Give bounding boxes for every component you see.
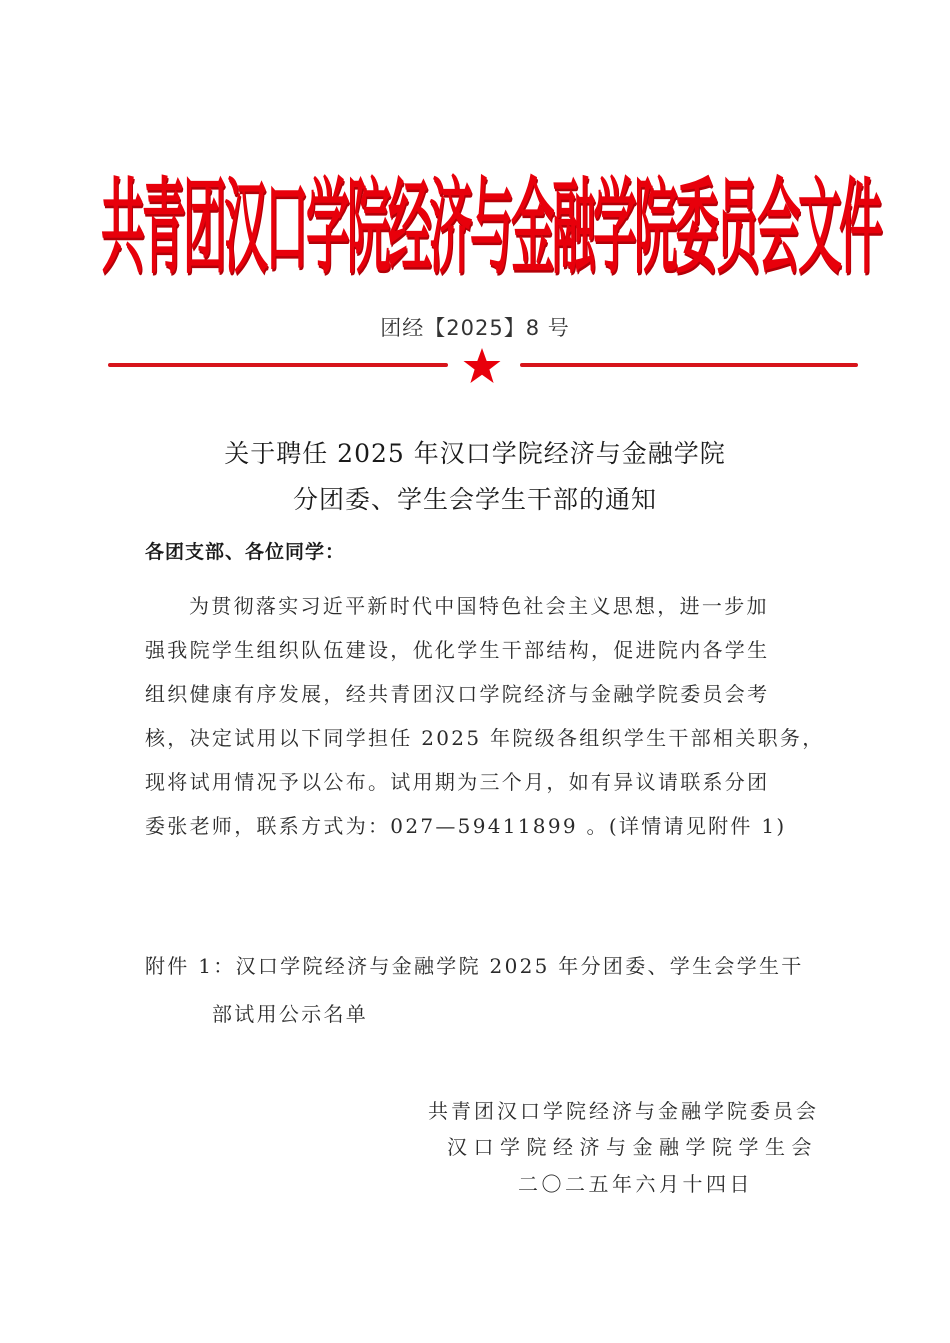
- star-icon: [462, 346, 502, 386]
- title-char: 会: [757, 166, 801, 288]
- notice-title-line-2: 分团委、学生会学生干部的通知: [292, 485, 657, 514]
- signature-org-1: 共青团汉口学院经济与金融学院委员会: [428, 1099, 819, 1123]
- title-char: 与: [470, 166, 514, 288]
- title-char: 共: [101, 166, 145, 288]
- notice-title-line-1: 关于聘任 2025 年汉口学院经济与金融学院: [224, 439, 726, 468]
- signature-date: 二〇二五年六月十四日: [518, 1172, 753, 1196]
- title-char: 委: [675, 166, 719, 288]
- title-char: 青: [142, 166, 186, 288]
- body-line: 委张老师，联系方式为：027—59411899 。(详情请见附件 1): [145, 814, 787, 838]
- title-char: 融: [552, 166, 596, 288]
- title-char: 学: [306, 166, 350, 288]
- body-line: 组织健康有序发展，经共青团汉口学院经济与金融学院委员会考: [145, 682, 770, 706]
- body-line: 现将试用情况予以公布。试用期为三个月，如有异议请联系分团: [145, 770, 770, 794]
- title-char: 金: [511, 166, 555, 288]
- title-char: 员: [716, 166, 760, 288]
- title-char: 经: [388, 166, 432, 288]
- red-header-title: [100, 166, 883, 288]
- title-char: 口: [265, 166, 309, 288]
- red-divider-right: [520, 363, 858, 367]
- title-char: 件: [839, 166, 883, 288]
- salutation: 各团支部、各位同学：: [145, 541, 346, 563]
- title-char: 学: [593, 166, 637, 288]
- title-char: 院: [634, 166, 678, 288]
- document-number: 团经【2025】8 号: [380, 316, 570, 340]
- title-char: 济: [429, 166, 473, 288]
- body-line: 核，决定试用以下同学担任 2025 年院级各组织学生干部相关职务，: [145, 726, 825, 750]
- attachment-line-1: 附件 1：汉口学院经济与金融学院 2025 年分团委、学生会学生干: [145, 954, 804, 978]
- attachment-line-2: 部试用公示名单: [212, 1002, 369, 1026]
- title-char: 汉: [224, 166, 268, 288]
- body-line: 强我院学生组织队伍建设，优化学生干部结构，促进院内各学生: [145, 638, 770, 662]
- title-char: 文: [798, 166, 842, 288]
- title-char: 院: [347, 166, 391, 288]
- red-divider-left: [108, 363, 448, 367]
- body-line: 为贯彻落实习近平新时代中国特色社会主义思想，进一步加: [189, 594, 769, 618]
- signature-org-2: 汉口学院经济与金融学院学生会: [447, 1135, 818, 1159]
- title-char: 团: [183, 166, 227, 288]
